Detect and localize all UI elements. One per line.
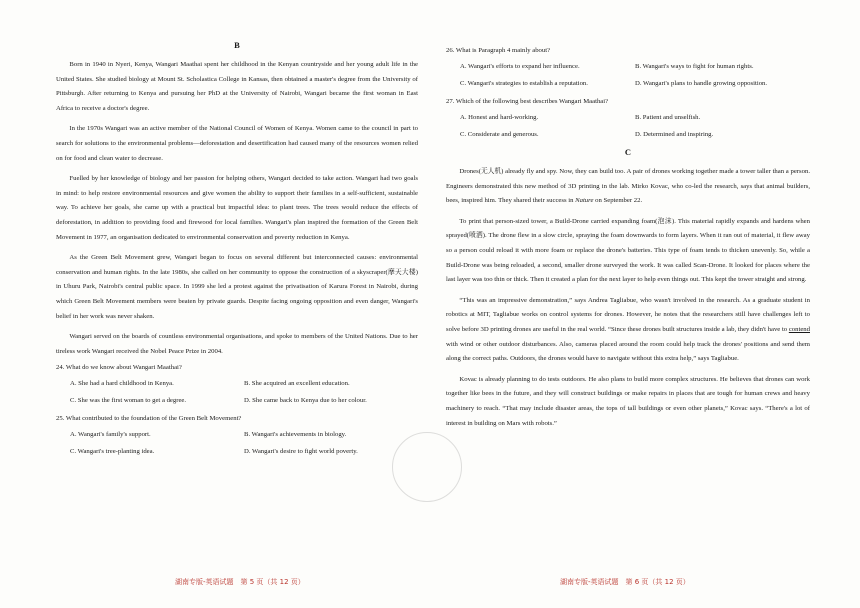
question-27-option-d: D. Determined and inspiring. [635,131,714,138]
question-26-stem: 26. What is Paragraph 4 mainly about? [446,47,551,54]
passage-b-paragraph-2: In the 1970s Wangari was an active member of the National Council of Women of Kenya. Women came to the council in part to search for solutions to the environmental problems—deforestation and desertification had caused many of the resources women relied on for food and clean water to decrease. [56,125,418,162]
passage-c-paragraph-1 [446,165,810,209]
left-column [56,32,418,463]
right-column [446,36,810,437]
passage-c-p3-text-a: “This was an impressive demonstration,” says Andrea Tagliabue, who wasn't involved in the research. As a graduate student in robotics at MIT, Tagliabue works on control systems for drones. However, he notes that the researchers still have challenges left to solve before 3D printing drones are useful in the real world. “Since these drones built structures inside a lab, they didn't have to [446,296,810,333]
question-25-option-c: C. Wangari's tree-planting idea. [70,448,155,456]
passage-b-paragraph-3: Fuelled by her knowledge of biology and her passion for helping others, Wangari decided to take action. Wangari had two goals in mind: to help restore environmental resources and give women the ability to support their families in a self-sufficient, sustainable way. To achieve her goals, she came up with a practical but impactful idea: to plant trees. The trees would reduce the effects of deforestation, in addition to providing food and firewood for local families. Wangari's plan inspired the formation of the Green Belt Movement in 1977, an organisation dedicated to environmental conservation and poverty reduction in Kenya. [56,175,418,241]
question-26-option-d: D. Wangari's plans to handle growing opposition. [635,80,768,87]
question-25-options [56,428,418,458]
question-27-option-a: A. Honest and hard-working. [460,114,539,121]
question-27-options [446,111,810,141]
question-26-option-a: A. Wangari's efforts to expand her influence. [460,63,580,70]
question-26-option-c: C. Wangari's strategies to establish a reputation. [460,80,588,87]
question-27-option-b: B. Patient and unselfish. [635,114,701,121]
question-24-option-c: C. She was the first woman to get a degree. [70,397,187,405]
passage-c-paragraph-2: To print that person-sized tower, a Build-Drone carried expanding foam(泡沫). This material rapidly expands and hardens when sprayed(喷洒). The drone flew in a slow circle, spraying the foam downwards to form layers. When it ran out of material, it flew away so a person could reload it with more foam or replace the drone's batteries. This type of foam tends to thicken unevenly. So, while a Build-Drone was being reloaded, a second, smaller drone surveyed the work. It was called Scan-Drone. It looked for places where the last layer was too thin or thick. Then it created a plan for the next layer to help even things out. This kept the tower straight and strong. [446,217,810,284]
section-c-title: C [624,147,632,157]
passage-c-paragraph-3 [446,294,810,367]
question-25-option-d: D. Wangari's desire to fight world poverty. [244,448,358,456]
passage-b-paragraph-1: Born in 1940 in Nyeri, Kenya, Wangari Maathai spent her childhood in the Kenyan countryside and her young adult life in the United States. She studied biology at Mount St. Scholastica College in Kansas, then obtained a master's degree from the University of Pittsburgh. After returning to Kenya and pursuing her PhD at the University of Nairobi, Wangari became the first woman in East Africa to receive a doctor's degree. [56,61,418,112]
page-footer-left: 湖南专版-英语试题 第 5 页（共 12 页） [175,578,305,586]
question-24-stem: 24. What do we know about Wangari Maathai? [56,364,182,372]
passage-c-paragraph-4: Kovac is already planning to do tests outdoors. He also plans to build more complex structures. He believes that drones can work together like bees in the future, and they will construct buildings or make repairs in places that are tough for human crews and heavy machinery to reach. “That may include disaster areas, the tops of tall buildings or even other planets,” Kovac says. “There's a lot of interest in building on Mars with robots.” [446,375,810,427]
underlined-word-contend: contend [788,325,810,333]
question-25-stem: 25. What contributed to the foundation of the Green Belt Movement? [56,415,242,423]
question-27-option-c: C. Considerate and generous. [460,131,539,138]
passage-c-p3-text-b: with wind or other outdoor disturbances. Also, cameras placed around the room could help track the drones' positions and send them along the correct paths. Outdoors, the drones would have to navigate without this extra help,” says Tagliabue. [446,340,810,363]
question-26-options [446,60,810,90]
question-26-option-b: B. Wangari's ways to fight for human rights. [635,63,754,70]
question-25-option-b: B. Wangari's achievements in biology. [244,431,347,439]
section-b-title: B [234,40,240,50]
question-25-option-a: A. Wangari's family's support. [70,431,151,439]
journal-name: Nature [575,197,594,205]
passage-b-paragraph-4: As the Green Belt Movement grew, Wangari began to focus on several different but interconnected causes: environmental conservation and human rights. In the late 1980s, she called on her community to oppose the construction of a skyscraper(摩天大楼) in Uhuru Park, Nairobi's central public space. In 1999 she led a protest against the privatisation of Karura Forest in Nairobi, during which Green Belt Movement members were beaten by private guards. Despite facing ongoing opposition and even danger, Wangari's belief in her work was never shaken. [56,254,418,320]
question-24-options [56,377,418,407]
question-24-option-d: D. She came back to Kenya due to her colour. [244,397,367,405]
question-27-stem: 27. Which of the following best describes Wangari Maathai? [446,98,609,105]
page-footer-right: 湖南专版-英语试题 第 6 页（共 12 页） [560,578,690,586]
passage-b-paragraph-5: Wangari served on the boards of countless environmental organisations, and spoke to members of the United Nations. Due to her tireless work Wangari received the Nobel Peace Prize in 2004. [56,333,418,355]
passage-c-p1-text-b: on September 22. [593,197,643,205]
question-24-option-a: A. She had a hard childhood in Kenya. [70,380,174,388]
passage-c-p1-text-a: Drones(无人机) already fly and spy. Now, they can build too. A pair of drones working together made a tower taller than a person. Engineers demonstrated this new method of 3D printing in the lab. Mirko Kovac, who co-led the research, says that animal builders, bees, inspired him. They shared their success in [446,168,810,205]
question-24-option-b: B. She acquired an excellent education. [244,380,350,388]
